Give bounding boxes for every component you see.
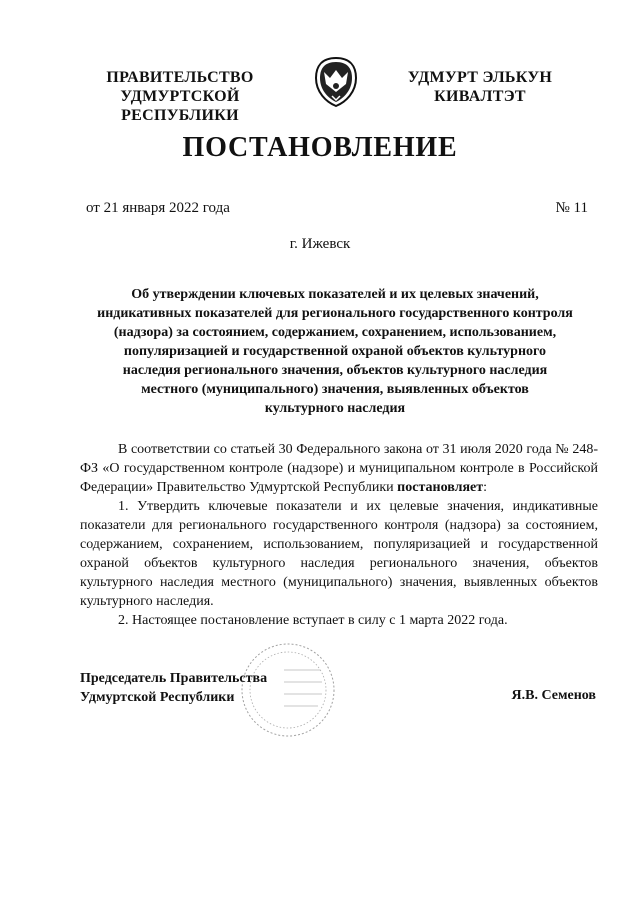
udmurt-name-line-2: КИВАЛТЭТ [434, 88, 526, 105]
preamble-keyword: постановляет [397, 480, 484, 495]
subject-line: культурного наследия [264, 401, 406, 416]
body-preamble [80, 440, 598, 497]
document-date: от 21 января 2022 года [86, 200, 230, 216]
subject-line: местного (муниципального) значения, выявленных объектов [141, 382, 529, 397]
body-item-1: 1. Утвердить ключевые показатели и их целевые значения, индикативные показатели для регионального государственного контроля (надзора) за состоянием, содержанием, сохранением, использованием, популяризацией и государственной охраной объектов культурного наследия регионального значения, объектов культурного наследия местного (муниципального) значения, выявленных объектов культурного наследия. [80, 499, 598, 609]
government-name-line-2: УДМУРТСКОЙ РЕСПУБЛИКИ [120, 88, 240, 124]
subject-line: наследия регионального значения, объектов культурного наследия [122, 363, 548, 378]
document-body [80, 440, 598, 630]
document-city: г. Ижевск [289, 236, 351, 252]
body-item-2: 2. Настоящее постановление вступает в силу с 1 марта 2022 года. [118, 613, 508, 628]
subject-line: популяризацией и государственной охраной объектов культурного [123, 344, 547, 359]
signatory-position-line-1: Председатель Правительства [80, 671, 268, 686]
document-title: ПОСТАНОВЛЕНИЕ [182, 132, 458, 163]
preamble-text: В соответствии со статьей 30 Федерального закона от 31 июля 2020 года № 248-ФЗ «О государственном контроле (надзоре) и муниципальном контроле в Российской Федерации» Правительство Удмуртской Республики [80, 442, 598, 495]
signatory-name: Я.В. Семенов [511, 688, 596, 703]
document-number: № 11 [555, 200, 588, 216]
government-name-line-1: ПРАВИТЕЛЬСТВО [106, 69, 254, 86]
subject-line: Об утверждении ключевых показателей и их целевых значений, [131, 287, 539, 302]
signatory-position-line-2: Удмуртской Республики [80, 690, 235, 705]
subject-line: (надзора) за состоянием, содержанием, сохранением, использованием, [113, 325, 557, 340]
preamble-colon: : [483, 480, 488, 495]
government-name-udmurt [375, 68, 585, 106]
document-subject [80, 285, 590, 418]
coat-of-arms-icon [312, 56, 360, 108]
seal-stamp-icon [238, 640, 338, 740]
udmurt-name-line-1: УДМУРТ ЭЛЬКУН [407, 69, 553, 86]
subject-line: индикативных показателей для регионального государственного контроля [97, 306, 573, 321]
government-name-russian [60, 68, 300, 125]
